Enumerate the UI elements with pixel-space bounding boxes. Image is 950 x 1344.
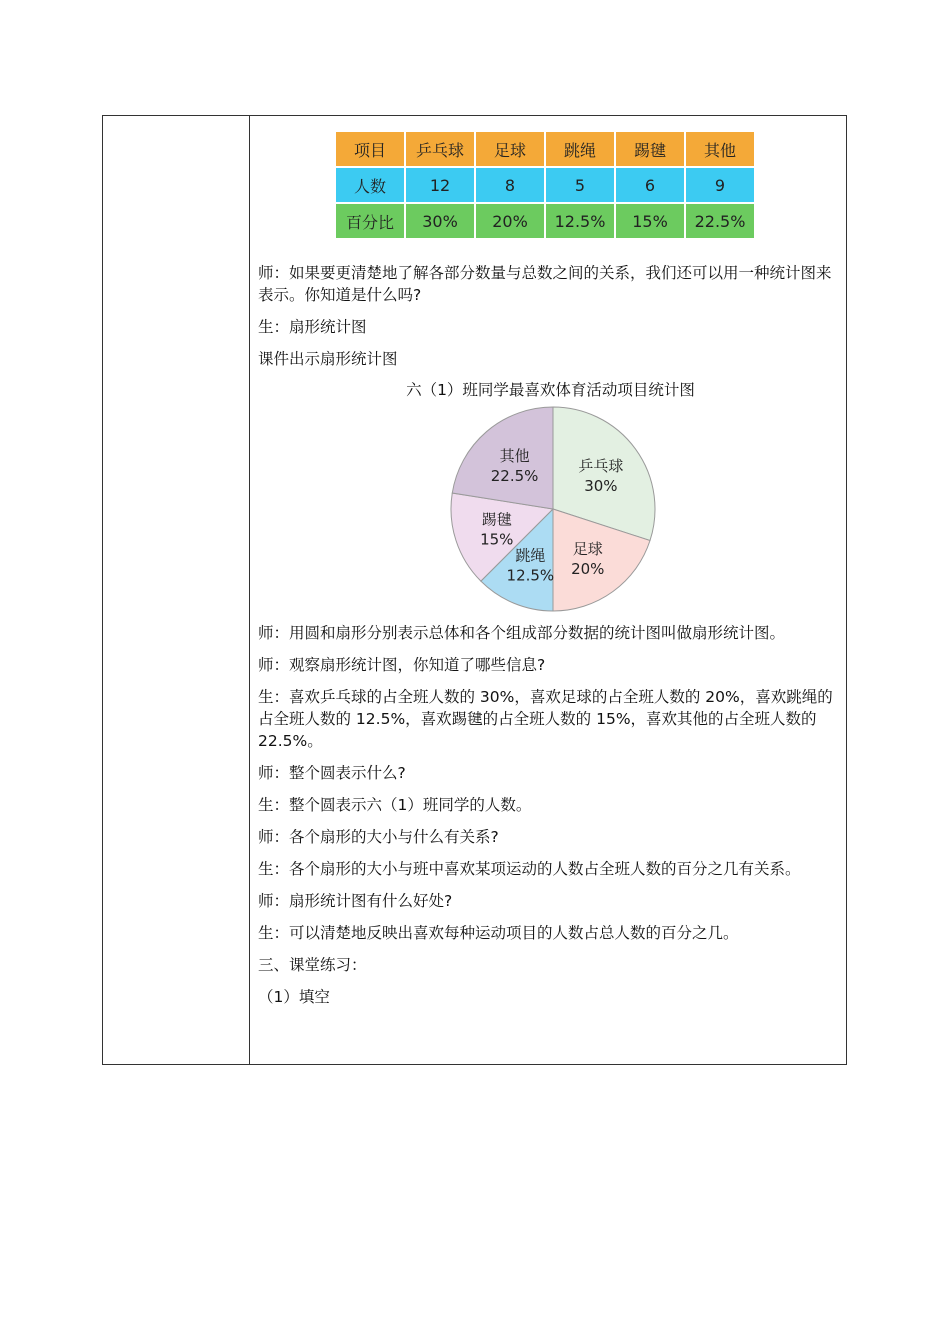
table-cell: 6 [616, 168, 684, 202]
dialogue-line: 生：扇形统计图 [258, 318, 367, 336]
pie-slice-value: 22.5% [490, 467, 539, 486]
table-cell: 12.5% [546, 204, 614, 238]
dialogue-line: 师：用圆和扇形分别表示总体和各个组成部分数据的统计图叫做扇形统计图。 [258, 624, 786, 642]
dialogue-line: 课件出示扇形统计图 [258, 350, 398, 368]
dialogue-line: 师：观察扇形统计图，你知道了哪些信息? [258, 656, 546, 674]
dialogue-line: 生：喜欢乒乓球的占全班人数的 30%，喜欢足球的占全班人数的 20%，喜欢跳绳的占全班人数的 12.5%，喜欢踢毽的占全班人数的 15%，喜欢其他的占全班人数的 22.5%。 [258, 688, 833, 750]
table-cell: 20% [476, 204, 544, 238]
dialogue-line: 师：各个扇形的大小与什么有关系? [258, 828, 499, 846]
lesson-content [258, 130, 843, 1008]
pie-slice-label: 其他 [499, 447, 530, 466]
pie-slice-value: 20% [571, 559, 605, 578]
table-cell: 百分比 [336, 204, 404, 238]
table-cell: 12 [406, 168, 474, 202]
sports-stat-table [334, 130, 756, 240]
pie-slice-value: 12.5% [506, 566, 555, 585]
table-cell: 足球 [476, 132, 544, 166]
lesson-table-frame [102, 115, 847, 1065]
table-cell: 人数 [336, 168, 404, 202]
table-cell: 9 [686, 168, 754, 202]
table-cell: 项目 [336, 132, 404, 166]
exercise-item: （1）填空 [258, 988, 330, 1006]
table-cell: 15% [616, 204, 684, 238]
pie-slice-value: 15% [480, 530, 514, 549]
dialogue-line: 生：各个扇形的大小与班中喜欢某项运动的人数占全班人数的百分之几有关系。 [258, 860, 801, 878]
table-cell: 5 [546, 168, 614, 202]
table-cell: 跳绳 [546, 132, 614, 166]
pie-slice-label: 跳绳 [515, 546, 546, 565]
pie-slice-label: 踢毽 [481, 510, 512, 529]
dialogue-line: 师：整个圆表示什么? [258, 764, 406, 782]
table-cell: 30% [406, 204, 474, 238]
pie-chart-area [258, 404, 843, 614]
table-cell: 8 [476, 168, 544, 202]
pie-slice-label: 足球 [572, 539, 603, 558]
pie-chart [438, 404, 668, 614]
table-cell: 踢毽 [616, 132, 684, 166]
pie-slice-value: 30% [584, 477, 618, 496]
table-percent-row [336, 204, 754, 238]
dialogue-line: 生：可以清楚地反映出喜欢每种运动项目的人数占总人数的百分之几。 [258, 924, 739, 942]
section-heading: 三、课堂练习： [258, 956, 367, 974]
chart-title: 六（1）班同学最喜欢体育活动项目统计图 [406, 381, 695, 399]
dialogue-line: 师：扇形统计图有什么好处? [258, 892, 453, 910]
table-cell: 22.5% [686, 204, 754, 238]
table-cell: 乒乓球 [406, 132, 474, 166]
dialogue-line: 师：如果要更清楚地了解各部分数量与总数之间的关系，我们还可以用一种统计图来表示。你知道是什么吗? [258, 264, 832, 304]
dialogue-line: 生：整个圆表示六（1）班同学的人数。 [258, 796, 532, 814]
table-header-row [336, 132, 754, 166]
pie-slice-label: 乒乓球 [578, 457, 624, 476]
table-count-row [336, 168, 754, 202]
column-divider [249, 116, 250, 1064]
table-cell: 其他 [686, 132, 754, 166]
